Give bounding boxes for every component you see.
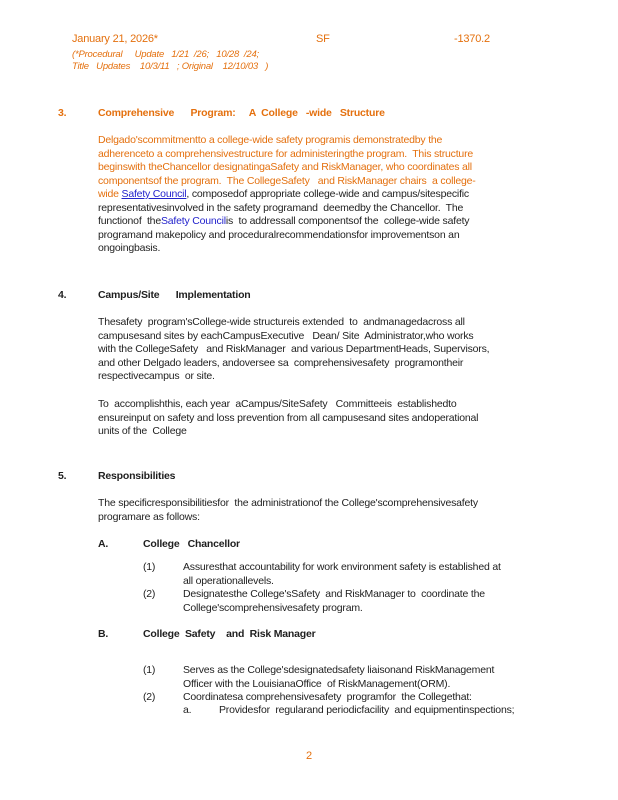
item-number: (1) [143, 561, 156, 573]
item-b-2a-text: Providesfor regularand periodicfacility and equipmentinspections; [219, 704, 515, 716]
section-3-paragraph [98, 134, 476, 256]
text-segment: beginswith theChancellor designatingaSafety and RiskManager, who coordinates all [98, 161, 472, 173]
section-3-heading [58, 107, 385, 121]
section-5-intro: The specificresponsibilitiesfor the administrationof the College'scomprehensivesafety programare as follows: [98, 497, 478, 523]
safety-council-link[interactable]: Safety Council [121, 188, 187, 200]
item-a-heading [98, 538, 240, 552]
text-segment: wide [98, 188, 122, 200]
policy-number: -1370.2 [454, 33, 490, 45]
section-3-title: Comprehensive Program: A College -wide Structure [98, 107, 385, 119]
text-segment: adherenceto a comprehensivestructure for administeringthe program. This structure [98, 147, 474, 160]
item-b-1 [143, 664, 494, 691]
revision-history-note: (*Procedural Update 1/21 /26; 10/28 /24; Title Updates 10/3/11 ; Original 12/10/03 ) [72, 49, 269, 72]
item-number: (1) [143, 664, 156, 676]
item-number: (2) [143, 588, 156, 600]
item-a-2 [143, 588, 485, 615]
text-segment: programand makepolicy and proceduralrecommendationsfor improvementson an [98, 228, 460, 241]
text-segment: Safety Council [160, 215, 226, 227]
item-b-2 [143, 691, 472, 705]
item-b-letter: B. [98, 628, 109, 640]
item-a-title: College Chancellor [143, 538, 240, 550]
item-number: (2) [143, 691, 156, 703]
policy-code-sf: SF [316, 33, 330, 45]
item-number: a. [183, 704, 192, 716]
section-4-title: Campus/Site Implementation [98, 289, 251, 301]
section-5-heading [58, 470, 175, 484]
section-4-paragraph-2: To accomplishthis, each year aCampus/SiteSafety Committeeis establishedto ensureinput on safety and loss prevention from all campusesand sites andoperational units of the College [98, 398, 479, 437]
text-segment: componentsof the program. The CollegeSafety and RiskManager chairs a college- [98, 174, 476, 187]
text-segment: Delgado'scommitmentto a college-wide safety programis demonstratedby the [98, 134, 443, 146]
text-segment: functionof the [98, 215, 161, 227]
item-b-2a [183, 704, 514, 718]
item-a-2-text: Designatesthe College'sSafety and RiskManager to coordinate the College'scomprehensivesafety program. [183, 588, 485, 614]
item-b-1-text: Serves as the College'sdesignatedsafety liaisonand RiskManagement Officer with the LouisianaOffice of RiskManagement(ORM). [183, 664, 495, 690]
section-4-heading [58, 289, 251, 303]
item-a-letter: A. [98, 538, 109, 550]
page-number: 2 [306, 750, 312, 762]
section-4-number: 4. [58, 289, 67, 301]
section-5-title: Responsibilities [98, 470, 176, 482]
text-segment: ongoingbasis. [98, 242, 161, 254]
text-segment: representativesinvolved in the safety programand deemedby the Chancellor. The [98, 201, 464, 214]
policy-date: January 21, 2026* [72, 33, 158, 45]
section-5-number: 5. [58, 470, 67, 482]
item-b-2-text: Coordinatesa comprehensivesafety programfor the Collegethat: [183, 691, 472, 703]
text-segment: is to addressall componentsof the college-wide safety [225, 215, 470, 227]
item-b-heading [98, 628, 316, 642]
section-4-paragraph-1: Thesafety program'sCollege-wide structureis extended to andmanagedacross all campusesand sites by eachCampusExecutive Dean/ Site Administrator,who works with the CollegeSafety and RiskManager and various DepartmentHeads, Supervisors, and other Delgado leaders, andoversee sa comprehensivesafety programontheir respectivecampus or site. [98, 316, 490, 382]
section-3-number: 3. [58, 107, 67, 119]
item-a-1-text: Assuresthat accountability for work environment safety is established at all operationallevels. [183, 561, 501, 587]
text-segment: , composedof appropriate college-wide and campus/sitespecific [186, 188, 469, 200]
item-a-1 [143, 561, 501, 588]
item-b-title: College Safety and Risk Manager [143, 628, 316, 640]
